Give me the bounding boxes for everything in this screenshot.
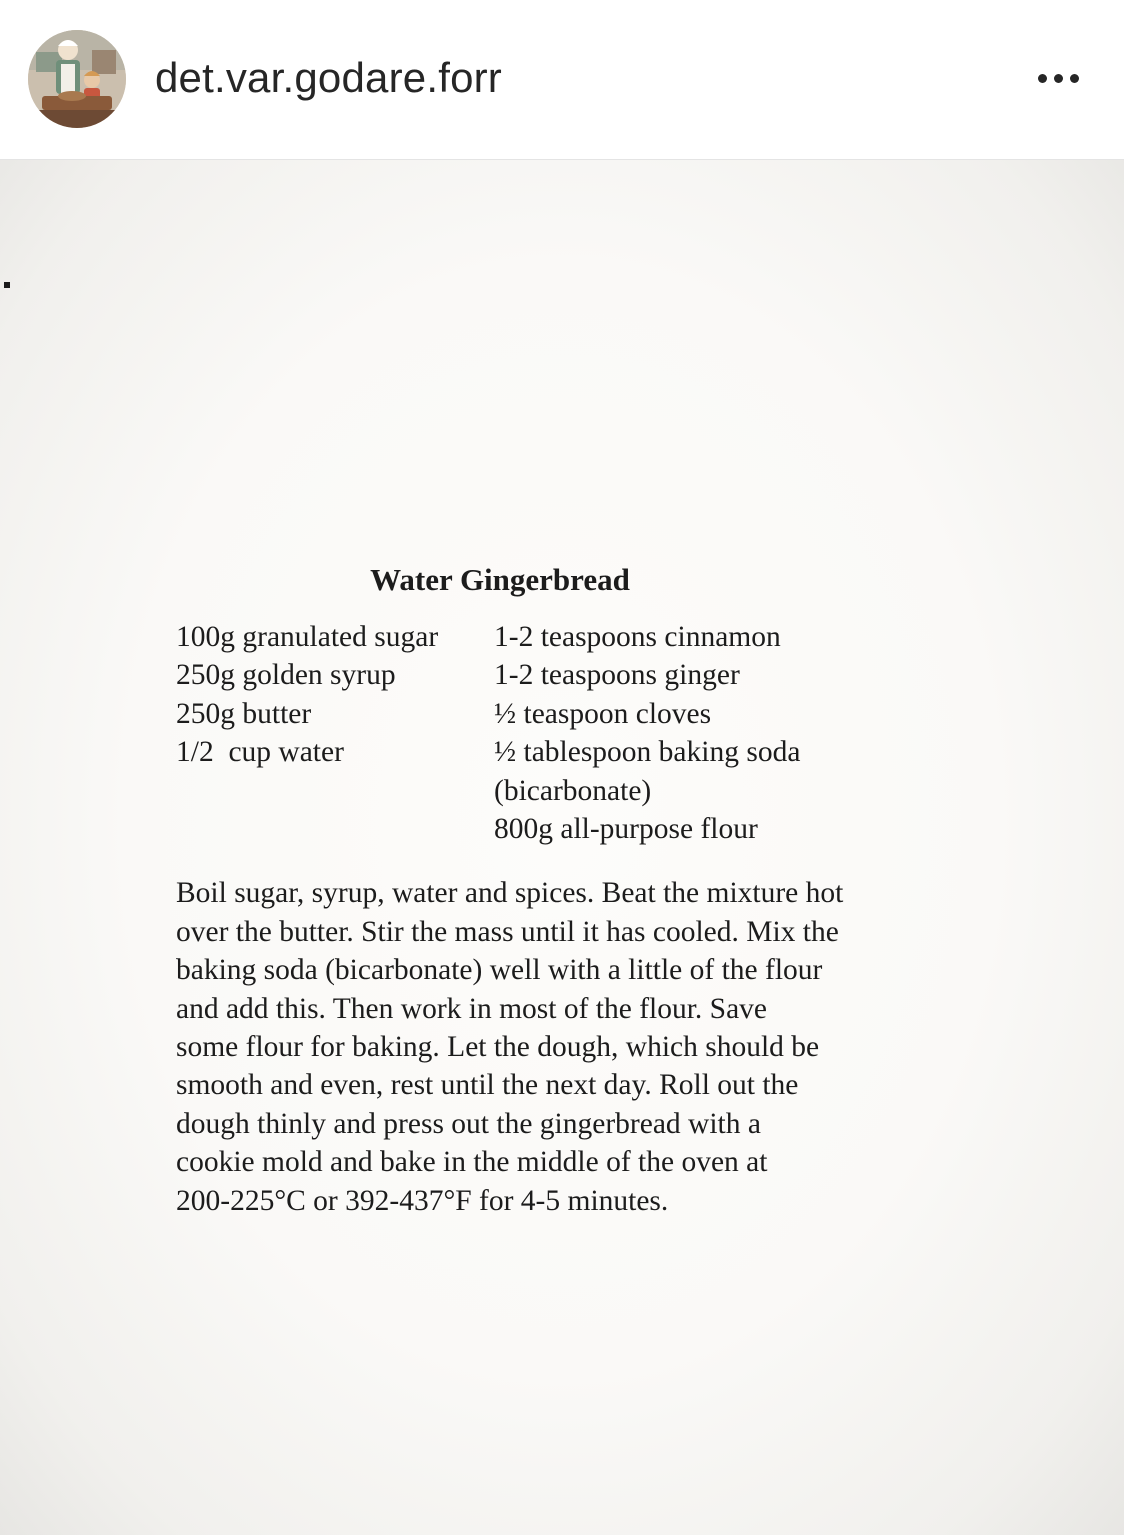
instruction-line: baking soda (bicarbonate) well with a little of the flour	[176, 954, 823, 987]
more-options-icon	[1054, 74, 1063, 83]
avatar[interactable]	[28, 30, 126, 128]
avatar-illustration-icon	[28, 30, 126, 128]
ingredient-item: 800g all-purpose flour	[494, 813, 758, 846]
username[interactable]: det.var.godare.forr	[155, 54, 502, 101]
post-image[interactable]	[0, 160, 1124, 1535]
more-options-icon	[1038, 74, 1047, 83]
more-options-icon	[1070, 74, 1079, 83]
ingredient-item: 1-2 teaspoons cinnamon	[494, 621, 781, 653]
ingredient-item: (bicarbonate)	[494, 774, 652, 807]
instruction-line: Boil sugar, syrup, water and spices. Beat the mixture hot	[176, 877, 844, 910]
instruction-line: smooth and even, rest until the next day. Roll out the	[176, 1069, 799, 1102]
instruction-line: cookie mold and bake in the middle of the oven at	[176, 1146, 768, 1179]
image-speck	[4, 282, 10, 288]
ingredients-list	[176, 618, 936, 848]
recipe-title: Water Gingerbread	[370, 562, 630, 597]
ingredient-item: 250g butter	[176, 697, 312, 730]
more-options-button[interactable]	[1028, 58, 1088, 98]
ingredients-left-column	[176, 618, 494, 848]
ingredient-item: 1/2 cup water	[176, 736, 344, 769]
recipe-card	[176, 560, 936, 1220]
ingredients-right-column	[494, 618, 934, 848]
ingredient-item: ½ tablespoon baking soda	[494, 736, 801, 769]
instruction-line: some flour for baking. Let the dough, which should be	[176, 1031, 820, 1064]
instruction-line: and add this. Then work in most of the flour. Save	[176, 992, 768, 1025]
instruction-line: dough thinly and press out the gingerbread with a	[176, 1107, 761, 1140]
ingredient-item: 1-2 teaspoons ginger	[494, 659, 740, 692]
instruction-line: 200-225°C or 392-437°F for 4-5 minutes.	[176, 1184, 669, 1217]
ingredient-item: 250g golden syrup	[176, 659, 396, 692]
recipe-instructions	[176, 874, 936, 1220]
ingredient-item: 100g granulated sugar	[176, 621, 439, 653]
instruction-line: over the butter. Stir the mass until it has cooled. Mix the	[176, 915, 839, 948]
post-header	[0, 0, 1124, 160]
ingredient-item: ½ teaspoon cloves	[494, 697, 712, 730]
